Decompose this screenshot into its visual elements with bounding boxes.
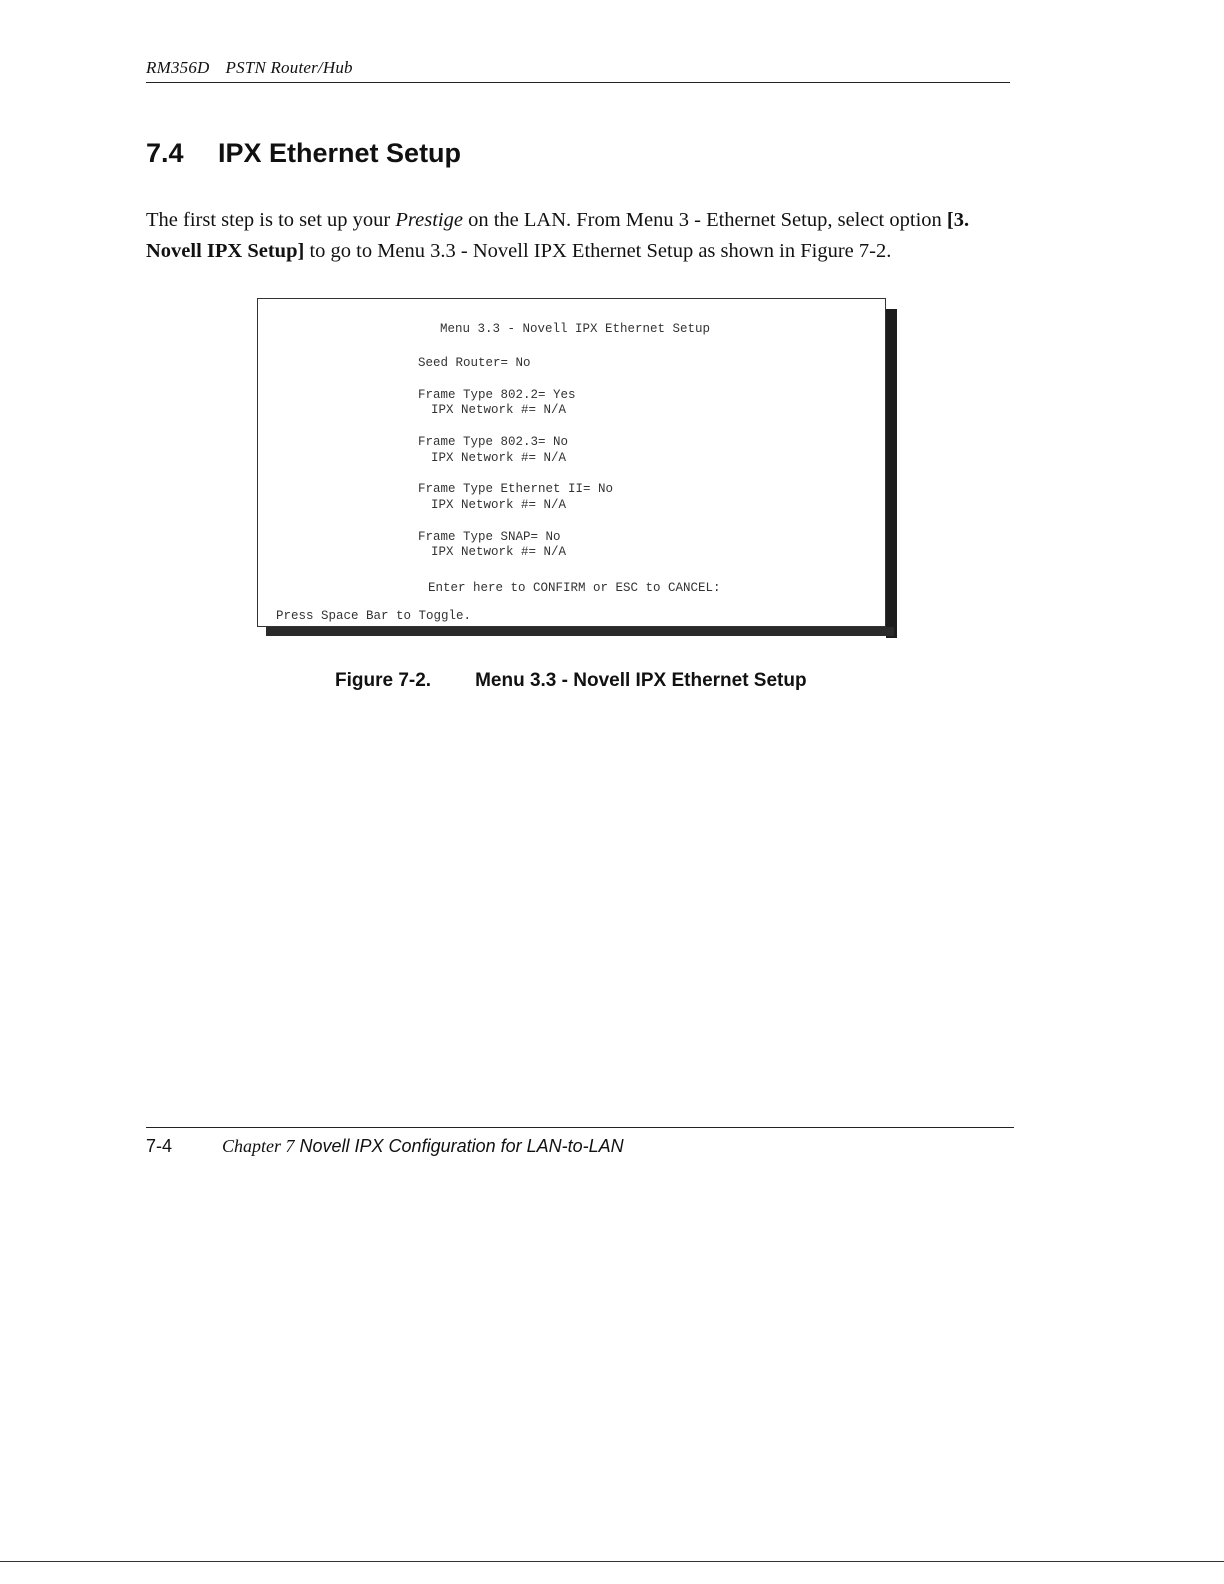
body-paragraph [146, 205, 1016, 267]
terminal-network-3: IPX Network #= N/A [431, 498, 567, 512]
paragraph-text-3: to go to Menu 3.3 - Novell IPX Ethernet Setup as shown in Figure 7-2. [304, 240, 892, 262]
terminal-status-line: Press Space Bar to Toggle. [276, 609, 472, 623]
terminal-screen [257, 298, 886, 627]
terminal-frame-ethernet-ii: Frame Type Ethernet II= No [418, 482, 614, 496]
terminal-shadow-bottom [266, 627, 894, 636]
section-number: 7.4 [146, 138, 184, 168]
terminal-frame-snap: Frame Type SNAP= No [418, 530, 561, 544]
terminal-network-4: IPX Network #= N/A [431, 545, 567, 559]
paragraph-text-1: The first step is to set up your [146, 209, 396, 231]
section-title: IPX Ethernet Setup [218, 138, 462, 168]
terminal-frame-802-3: Frame Type 802.3= No [418, 435, 569, 449]
terminal-network-1: IPX Network #= N/A [431, 403, 567, 417]
paragraph-option: [3. Novell IPX Setup] [146, 209, 970, 262]
terminal-shadow-right [886, 309, 897, 638]
figure-caption [335, 670, 807, 692]
page-header [146, 58, 1010, 83]
terminal-frame-802-2: Frame Type 802.2= Yes [418, 388, 576, 402]
paragraph-text-2: on the LAN. From Menu 3 - Ethernet Setup, select option [462, 209, 947, 231]
paragraph-prestige: Prestige [395, 209, 463, 231]
section-heading [146, 138, 461, 169]
terminal-confirm-prompt: Enter here to CONFIRM or ESC to CANCEL: [428, 581, 721, 595]
figure-title: Menu 3.3 - Novell IPX Ethernet Setup [475, 670, 807, 691]
header-product: PSTN Router/Hub [225, 58, 353, 77]
footer-page-number: 7-4 [146, 1136, 173, 1156]
page-footer [146, 1127, 1014, 1157]
terminal-seed-router: Seed Router= No [418, 356, 531, 370]
footer-chapter: Chapter 7 [222, 1136, 295, 1156]
footer-chapter-title: Novell IPX Configuration for LAN-to-LAN [294, 1136, 624, 1156]
terminal-network-2: IPX Network #= N/A [431, 451, 567, 465]
header-model: RM356D [146, 58, 210, 77]
figure-label: Figure 7-2. [335, 670, 432, 691]
terminal-title: Menu 3.3 - Novell IPX Ethernet Setup [440, 322, 711, 336]
bottom-rule [0, 1561, 1224, 1562]
